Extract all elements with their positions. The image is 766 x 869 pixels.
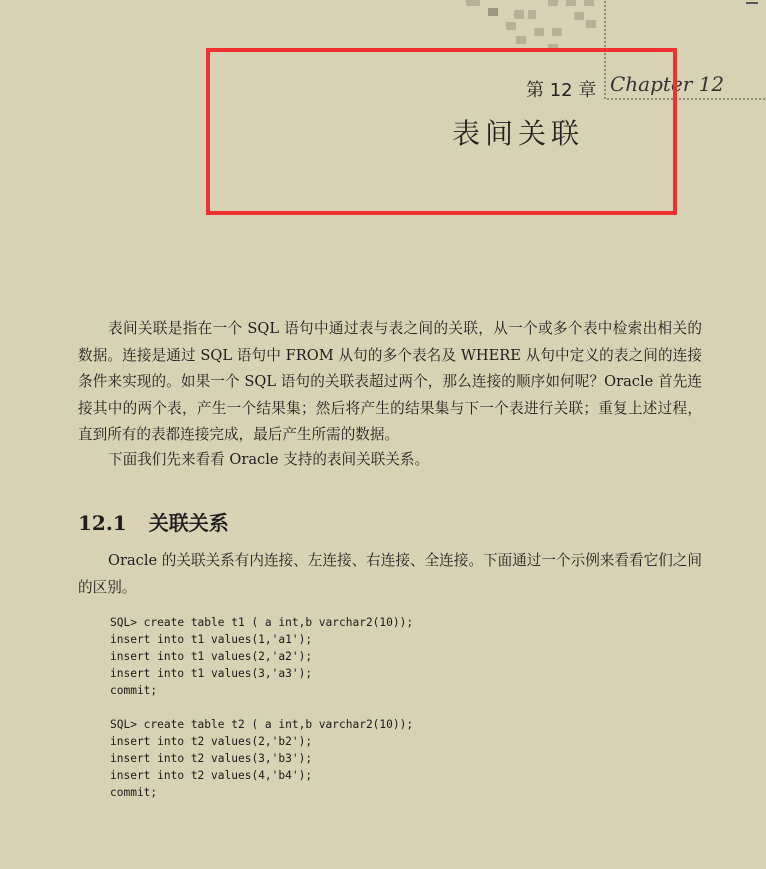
intro-paragraph-2: 下面我们先来看看 Oracle 支持的表间关联关系。: [108, 451, 430, 468]
code-line: insert into t1 values(1,'a1');: [110, 633, 313, 646]
code-line: insert into t1 values(3,'a3');: [110, 667, 313, 680]
intro-paragraph-1: 表间关联是指在一个 SQL 语句中通过表与表之间的关联，从一个或多个表中检索出相关的数据。连接是通过 SQL 语句中 FROM 从句的多个表名及 WHERE 从句中定义的表之间的连接条件来实现的。如果一个 SQL 语句的关联表超过两个，那么连接的顺序如何呢？Oracle 首先连接其中的两个表，产生一个结果集；然后将产生的结果集与下一个表进行关联；重复上述过程，直到所有的表都连接完成，最后产生所需的数据。: [78, 320, 702, 443]
chapter-title: 表间关联: [452, 117, 585, 150]
code-line: SQL> create table t2 ( a int,b varchar2(10));: [110, 718, 414, 731]
section-paragraph: Oracle 的关联关系有内连接、左连接、右连接、全连接。下面通过一个示例来看看它们之间的区别。: [78, 552, 702, 596]
section-heading: [78, 507, 229, 536]
corner-mark: [746, 2, 758, 4]
code-line: commit;: [110, 684, 158, 697]
code-line: commit;: [110, 786, 158, 799]
highlight-box: [206, 48, 677, 215]
code-line: insert into t1 values(2,'a2');: [110, 650, 313, 663]
code-line: insert into t2 values(2,'b2');: [110, 735, 313, 748]
code-line: insert into t2 values(3,'b3');: [110, 752, 313, 765]
section-title: 关联关系: [148, 511, 229, 535]
section-number: 12.1: [78, 511, 127, 535]
code-line: SQL> create table t1 ( a int,b varchar2(10));: [110, 616, 414, 629]
chapter-script-logo: Chapter 12: [610, 72, 725, 96]
code-line: insert into t2 values(4,'b4');: [110, 769, 313, 782]
code-block-2: [110, 716, 710, 801]
chapter-label: 第 12 章: [526, 80, 597, 101]
code-block-1: [110, 614, 710, 699]
